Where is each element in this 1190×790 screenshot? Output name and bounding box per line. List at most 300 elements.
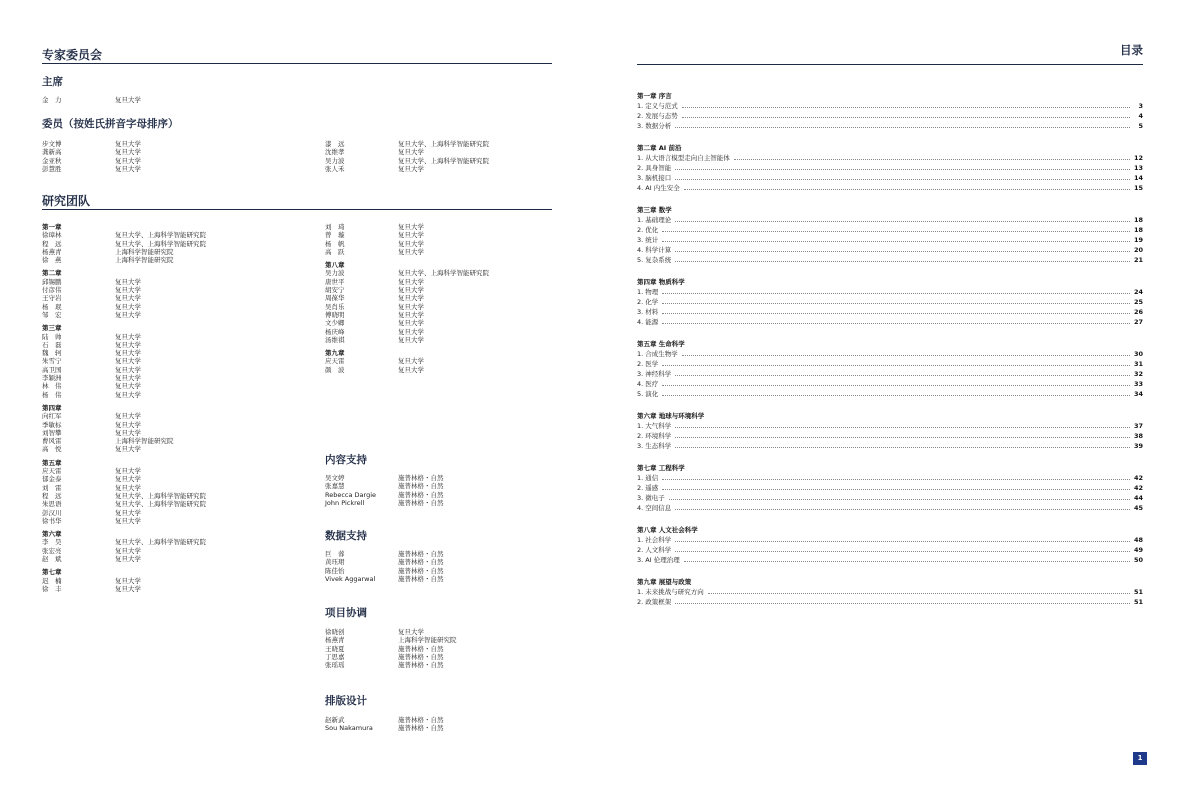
page-number-badge: 1	[1133, 752, 1147, 765]
person-name: 陆 帅	[42, 332, 62, 341]
person-row	[42, 278, 206, 286]
toc-entry[interactable]	[637, 389, 1143, 399]
toc-page-number: 51	[1133, 588, 1143, 596]
person-org: 复旦大学	[115, 390, 141, 399]
person-row	[42, 445, 206, 453]
toc-leader-dots	[675, 245, 1130, 252]
person-org: 复旦大学	[398, 628, 424, 636]
person-row	[42, 157, 141, 165]
person-name: 杨 珉	[42, 302, 62, 311]
person-name: 吴力波	[325, 156, 345, 165]
person-org: 复旦大学	[115, 357, 141, 366]
toc-entry[interactable]	[637, 587, 1143, 597]
person-name: 杨庆峰	[325, 327, 345, 336]
person-row	[42, 248, 206, 256]
toc-page-number: 27	[1133, 318, 1143, 326]
person-org: 复旦大学	[398, 164, 424, 173]
toc-entry-label: 3. 生态科学	[637, 442, 672, 450]
person-name: 季敏标	[42, 420, 62, 429]
person-org: 复旦大学	[398, 277, 424, 286]
person-name: 李颖洲	[42, 374, 62, 383]
person-org: 复旦大学	[115, 374, 141, 383]
members-list-right	[325, 140, 489, 173]
toc-page-number: 12	[1133, 154, 1143, 162]
person-row	[325, 165, 489, 173]
person-row	[42, 165, 141, 173]
person-row	[42, 303, 206, 311]
toc-entry[interactable]	[637, 369, 1143, 379]
toc-entry-label: 4. 科学计算	[637, 246, 672, 254]
person-row	[42, 148, 141, 156]
toc-chapter-title: 第一章 序言	[637, 92, 672, 100]
person-name: 向红军	[42, 412, 62, 421]
person-org: 复旦大学	[398, 239, 424, 248]
person-row	[325, 558, 444, 566]
person-org: 施普林格・自然	[398, 558, 444, 567]
person-org: 复旦大学	[115, 164, 141, 173]
person-row	[325, 357, 489, 365]
toc-page-number: 13	[1133, 164, 1143, 172]
person-org: 复旦大学	[115, 349, 141, 358]
person-name: 高卫国	[42, 365, 62, 374]
person-org: 复旦大学	[398, 231, 424, 240]
person-row	[42, 555, 206, 563]
toc-leader-dots	[662, 379, 1130, 386]
toc-page-number: 20	[1133, 246, 1143, 254]
chapter-label: 第三章	[42, 324, 62, 333]
toc-entry[interactable]	[637, 163, 1143, 173]
person-org: 复旦大学	[398, 310, 424, 319]
toc-page-number: 51	[1133, 598, 1143, 606]
person-org: 上海科学智能研究院	[115, 437, 174, 446]
person-org: 复旦大学	[115, 412, 141, 421]
toc-entry[interactable]	[637, 555, 1143, 565]
toc-entry-label: 2. 政策框架	[637, 598, 672, 606]
toc-leader-dots	[675, 503, 1130, 510]
toc-entry-label: 4. 医疗	[637, 380, 659, 388]
toc-entry[interactable]	[637, 359, 1143, 369]
toc-entry-label: 1. 基础理论	[637, 216, 672, 224]
person-name: 彭慧胜	[42, 164, 62, 173]
toc-divider	[637, 64, 1143, 65]
toc-leader-dots	[662, 359, 1130, 366]
toc-leader-dots	[684, 183, 1130, 190]
person-row	[42, 231, 206, 239]
person-name: 龚新高	[42, 148, 62, 157]
person-org: 复旦大学	[115, 310, 141, 319]
toc-leader-dots	[662, 483, 1130, 490]
toc-entry-label: 1. 从大语言模型走向自主智能体	[637, 154, 730, 162]
person-name: 邱锡鹏	[42, 277, 62, 286]
toc-page-number: 45	[1133, 504, 1143, 512]
person-org: 复旦大学	[115, 475, 141, 484]
person-row	[325, 248, 489, 256]
person-org: 复旦大学	[115, 148, 141, 157]
person-org: 复旦大学	[115, 445, 141, 454]
toc-leader-dots	[734, 153, 1130, 160]
person-name: 杨 伟	[42, 390, 62, 399]
research-team-right	[325, 223, 489, 374]
person-org: 复旦大学	[115, 294, 141, 303]
person-org: 复旦大学、上海科学智能研究院	[115, 239, 206, 248]
person-name: 吴力波	[325, 269, 345, 278]
toc-entry-label: 2. 优化	[637, 226, 659, 234]
person-name: 张人禾	[325, 164, 345, 173]
coordination-heading: 项目协调	[325, 607, 367, 619]
person-org: 复旦大学	[398, 327, 424, 336]
person-org: 施普林格・自然	[398, 652, 444, 661]
person-row	[325, 319, 489, 327]
person-row	[325, 278, 489, 286]
toc-entry[interactable]	[637, 597, 1143, 607]
person-name: 傅晓明	[325, 310, 345, 319]
person-name: 王晓夏	[325, 644, 345, 653]
toc-chapter-title: 第五章 生命科学	[637, 340, 685, 348]
person-org: 复旦大学、上海科学智能研究院	[398, 156, 489, 165]
person-name: 刘 雷	[42, 483, 62, 492]
toc-entry[interactable]	[637, 101, 1143, 111]
person-row	[42, 311, 206, 319]
person-name: 杨燕青	[42, 247, 62, 256]
content-support-heading: 内容支持	[325, 454, 367, 466]
toc-leader-dots	[662, 287, 1130, 294]
person-name: 唐世平	[325, 277, 345, 286]
toc-leader-dots	[675, 545, 1130, 552]
toc-chapter-title: 第七章 工程科学	[637, 464, 685, 472]
toc-entry[interactable]	[637, 173, 1143, 183]
person-org: 复旦大学	[115, 516, 141, 525]
person-name: 杨 帆	[325, 239, 345, 248]
person-row	[325, 636, 457, 644]
person-name: Vivek Aggarwal	[325, 574, 376, 583]
person-row	[325, 157, 489, 165]
person-row	[325, 567, 444, 575]
person-org: 复旦大学	[398, 247, 424, 256]
toc-page-number: 33	[1133, 380, 1143, 388]
person-name: 高 悦	[42, 445, 62, 454]
person-org: 复旦大学	[398, 319, 424, 328]
person-name: 汤维祺	[325, 335, 345, 344]
person-row	[325, 294, 489, 302]
person-row	[325, 231, 489, 239]
person-name: 漆 远	[325, 140, 345, 148]
toc-entry[interactable]	[637, 379, 1143, 389]
person-name: 郁金泰	[42, 475, 62, 484]
person-name: 张嘉慧	[325, 482, 345, 491]
person-org: 复旦大学	[115, 156, 141, 165]
person-row	[325, 645, 457, 653]
toc-entry[interactable]	[637, 431, 1143, 441]
chapter-label: 第六章	[42, 530, 62, 539]
toc-entry-label: 3. AI 伦理治理	[637, 556, 680, 564]
toc-page-number: 18	[1133, 216, 1143, 224]
person-row	[42, 240, 206, 248]
person-name: 彭汉川	[42, 508, 62, 517]
person-row	[42, 500, 206, 508]
person-org: 复旦大学	[115, 546, 141, 555]
person-org: 上海科学智能研究院	[115, 256, 174, 265]
person-name: 步文博	[42, 140, 62, 148]
toc-entry[interactable]	[637, 225, 1143, 235]
person-row	[325, 491, 444, 499]
toc-entry[interactable]	[637, 307, 1143, 317]
toc-entry-label: 2. 发展与态势	[637, 112, 678, 120]
person-name: 黄珏珺	[325, 558, 345, 567]
person-org: 施普林格・自然	[398, 566, 444, 575]
toc-page-number: 18	[1133, 226, 1143, 234]
person-name: 刘智攀	[42, 428, 62, 437]
person-row	[42, 412, 206, 420]
person-row	[42, 547, 206, 555]
person-name: 赵 斌	[42, 554, 62, 563]
toc-entry[interactable]	[637, 503, 1143, 513]
person-org: 复旦大学	[115, 382, 141, 391]
toc-entry[interactable]	[637, 493, 1143, 503]
person-org: 复旦大学	[398, 365, 424, 374]
chapter-label: 第一章	[42, 223, 62, 231]
toc-page-number: 5	[1138, 122, 1143, 130]
toc-entry-label: 5. 演化	[637, 390, 659, 398]
person-org: 复旦大学、上海科学智能研究院	[115, 491, 206, 500]
toc-entry-label: 3. 脑机接口	[637, 174, 672, 182]
toc-entry-label: 4. AI 内生安全	[637, 184, 680, 192]
toc-gap	[637, 565, 1143, 578]
toc-entry-label: 3. 统计	[637, 236, 659, 244]
toc-entry-label: 3. 材料	[637, 308, 659, 316]
toc-entry-label: 1. 大气科学	[637, 422, 672, 430]
person-org: 施普林格・自然	[398, 474, 444, 482]
person-org: 复旦大学	[398, 294, 424, 303]
toc-leader-dots	[675, 121, 1130, 128]
toc-entry[interactable]	[637, 297, 1143, 307]
toc-entry-label: 2. 人文科学	[637, 546, 672, 554]
chapter-label: 第九章	[325, 349, 345, 358]
person-name: 巨 蓉	[325, 550, 345, 558]
toc-entry[interactable]	[637, 441, 1143, 451]
person-name: 颜 波	[325, 365, 345, 374]
toc-entry[interactable]	[637, 121, 1143, 131]
toc-leader-dots	[675, 441, 1130, 448]
person-org: 复旦大学	[398, 302, 424, 311]
toc-page-number: 3	[1138, 102, 1143, 110]
toc-entry[interactable]	[637, 215, 1143, 225]
toc-entry[interactable]	[637, 235, 1143, 245]
toc-page-number: 50	[1133, 556, 1143, 564]
toc-gap	[637, 193, 1143, 206]
toc-entry-label: 4. 能源	[637, 318, 659, 326]
person-name: Rebecca Dargie	[325, 490, 377, 499]
toc-page-number: 4	[1138, 112, 1143, 120]
person-row	[325, 499, 444, 507]
person-name: 林 伟	[42, 382, 62, 391]
person-row	[42, 341, 206, 349]
person-row	[325, 482, 444, 490]
toc-chapter-title: 第六章 地球与环境科学	[637, 412, 705, 420]
toc-leader-dots	[675, 215, 1130, 222]
person-row	[42, 391, 206, 399]
person-row	[42, 96, 141, 104]
person-row	[42, 585, 206, 593]
toc-entry[interactable]	[637, 545, 1143, 555]
person-row	[325, 240, 489, 248]
toc-entry-label: 1. 合成生物学	[637, 350, 678, 358]
toc-page-number: 34	[1133, 390, 1143, 398]
toc-entry-label: 3. 神经科学	[637, 370, 672, 378]
person-row	[42, 509, 206, 517]
toc-entry[interactable]	[637, 349, 1143, 359]
person-org: 复旦大学	[398, 357, 424, 366]
person-name: 徐书华	[42, 516, 62, 525]
toc-leader-dots	[662, 473, 1130, 480]
person-org: 复旦大学、上海科学智能研究院	[398, 140, 489, 148]
person-name: 高 跃	[325, 247, 345, 256]
toc-entry[interactable]	[637, 317, 1143, 327]
person-name: 石 磊	[42, 340, 62, 349]
toc-page-number: 32	[1133, 370, 1143, 378]
toc-entry[interactable]	[637, 473, 1143, 483]
person-row	[42, 256, 206, 264]
toc-entry-label: 1. 定义与范式	[637, 102, 678, 110]
toc-page-number: 49	[1133, 546, 1143, 554]
person-row	[325, 575, 444, 583]
chair-list	[42, 96, 141, 104]
toc-leader-dots	[708, 587, 1130, 594]
person-row	[325, 328, 489, 336]
toc-entry[interactable]	[637, 255, 1143, 265]
toc-gap	[637, 327, 1143, 340]
toc-entry-label: 3. 数据分析	[637, 122, 672, 130]
person-org: 复旦大学、上海科学智能研究院	[115, 538, 206, 547]
toc-entry[interactable]	[637, 245, 1143, 255]
toc-entry[interactable]	[637, 183, 1143, 193]
person-org: 施普林格・自然	[398, 574, 444, 583]
person-name: 胡安宁	[325, 286, 345, 295]
toc-page-number: 21	[1133, 256, 1143, 264]
toc-chapter-title: 第二章 AI 前沿	[637, 144, 682, 152]
toc-leader-dots	[675, 597, 1130, 604]
toc-entry[interactable]	[637, 153, 1143, 163]
layout-design-heading: 排版设计	[325, 695, 367, 707]
person-org: 复旦大学	[115, 340, 141, 349]
toc-leader-dots	[675, 255, 1130, 262]
person-org: 施普林格・自然	[398, 550, 444, 558]
toc-leader-dots	[682, 349, 1130, 356]
toc-leader-dots	[675, 535, 1130, 542]
person-name: 徐 丰	[42, 584, 62, 593]
person-row	[325, 148, 489, 156]
toc-entry-label: 3. 微电子	[637, 494, 665, 502]
toc-chapter-title: 第八章 人文社会科学	[637, 526, 698, 534]
person-row	[325, 653, 457, 661]
person-org: 复旦大学	[115, 467, 141, 476]
toc-entry-label: 2. 具身智能	[637, 164, 672, 172]
person-row	[42, 538, 206, 546]
toc-page-number: 39	[1133, 442, 1143, 450]
toc-entry[interactable]	[637, 287, 1143, 297]
person-name: 吴肖乐	[325, 302, 345, 311]
person-row	[325, 303, 489, 311]
person-name: 应天雷	[325, 357, 345, 366]
content-support-list	[325, 474, 444, 507]
person-org: 施普林格・自然	[398, 716, 444, 724]
person-row	[325, 724, 444, 732]
toc-page-number: 42	[1133, 474, 1143, 482]
person-name: 赵新武	[325, 716, 345, 724]
person-org: 复旦大学	[115, 302, 141, 311]
person-name: John Pickrell	[325, 498, 365, 507]
person-name: 曹风雷	[42, 437, 62, 446]
person-name: 文少卿	[325, 319, 345, 328]
toc-page-number: 26	[1133, 308, 1143, 316]
person-org: 复旦大学、上海科学智能研究院	[115, 500, 206, 509]
toc-leader-dots	[675, 173, 1130, 180]
toc-entry-label: 2. 环境科学	[637, 432, 672, 440]
person-row	[325, 269, 489, 277]
person-name: 丁思嘉	[325, 652, 345, 661]
person-name: 金亚秋	[42, 156, 62, 165]
person-org: 复旦大学	[115, 576, 141, 585]
person-org: 复旦大学、上海科学智能研究院	[398, 269, 489, 278]
person-row	[42, 484, 206, 492]
person-row	[42, 357, 206, 365]
toc-page-number: 48	[1133, 536, 1143, 544]
toc-leader-dots	[682, 111, 1130, 118]
toc-gap	[637, 399, 1143, 412]
toc-entry-label: 1. 通信	[637, 474, 659, 482]
toc-page-number: 38	[1133, 432, 1143, 440]
chapter-label: 第四章	[42, 403, 62, 412]
toc-leader-dots	[662, 235, 1130, 242]
person-row	[42, 492, 206, 500]
person-org: 复旦大学	[115, 420, 141, 429]
person-org: 施普林格・自然	[398, 498, 444, 507]
layout-design-list	[325, 716, 444, 733]
person-row	[42, 294, 206, 302]
toc-entry[interactable]	[637, 535, 1143, 545]
toc-leader-dots	[675, 369, 1130, 376]
toc-page-number: 14	[1133, 174, 1143, 182]
person-name: 刘 琦	[325, 223, 345, 231]
person-row	[42, 475, 206, 483]
person-org: 上海科学智能研究院	[398, 636, 457, 645]
person-name: 张瑶瑶	[325, 661, 345, 670]
toc-gap	[637, 265, 1143, 278]
toc-page-number: 31	[1133, 360, 1143, 368]
toc-entry[interactable]	[637, 483, 1143, 493]
toc-page-number: 25	[1133, 298, 1143, 306]
toc-gap	[637, 513, 1143, 526]
toc-page-number: 37	[1133, 422, 1143, 430]
toc-entry[interactable]	[637, 111, 1143, 121]
person-name: 魏 轲	[42, 349, 62, 358]
members-list-left	[42, 140, 141, 173]
toc-leader-dots	[675, 163, 1130, 170]
person-name: 朱雪宁	[42, 357, 62, 366]
toc-leader-dots	[669, 493, 1130, 500]
person-org: 施普林格・自然	[398, 490, 444, 499]
toc-leader-dots	[662, 297, 1130, 304]
toc-leader-dots	[684, 555, 1130, 562]
coordination-list	[325, 628, 457, 669]
toc-entry-label: 4. 空间信息	[637, 504, 672, 512]
data-support-list	[325, 550, 444, 583]
person-org: 复旦大学	[398, 286, 424, 295]
toc-entry[interactable]	[637, 421, 1143, 431]
person-name: 陈佳怡	[325, 566, 345, 575]
toc-leader-dots	[662, 225, 1130, 232]
person-org: 复旦大学	[115, 483, 141, 492]
person-org: 施普林格・自然	[398, 724, 444, 733]
